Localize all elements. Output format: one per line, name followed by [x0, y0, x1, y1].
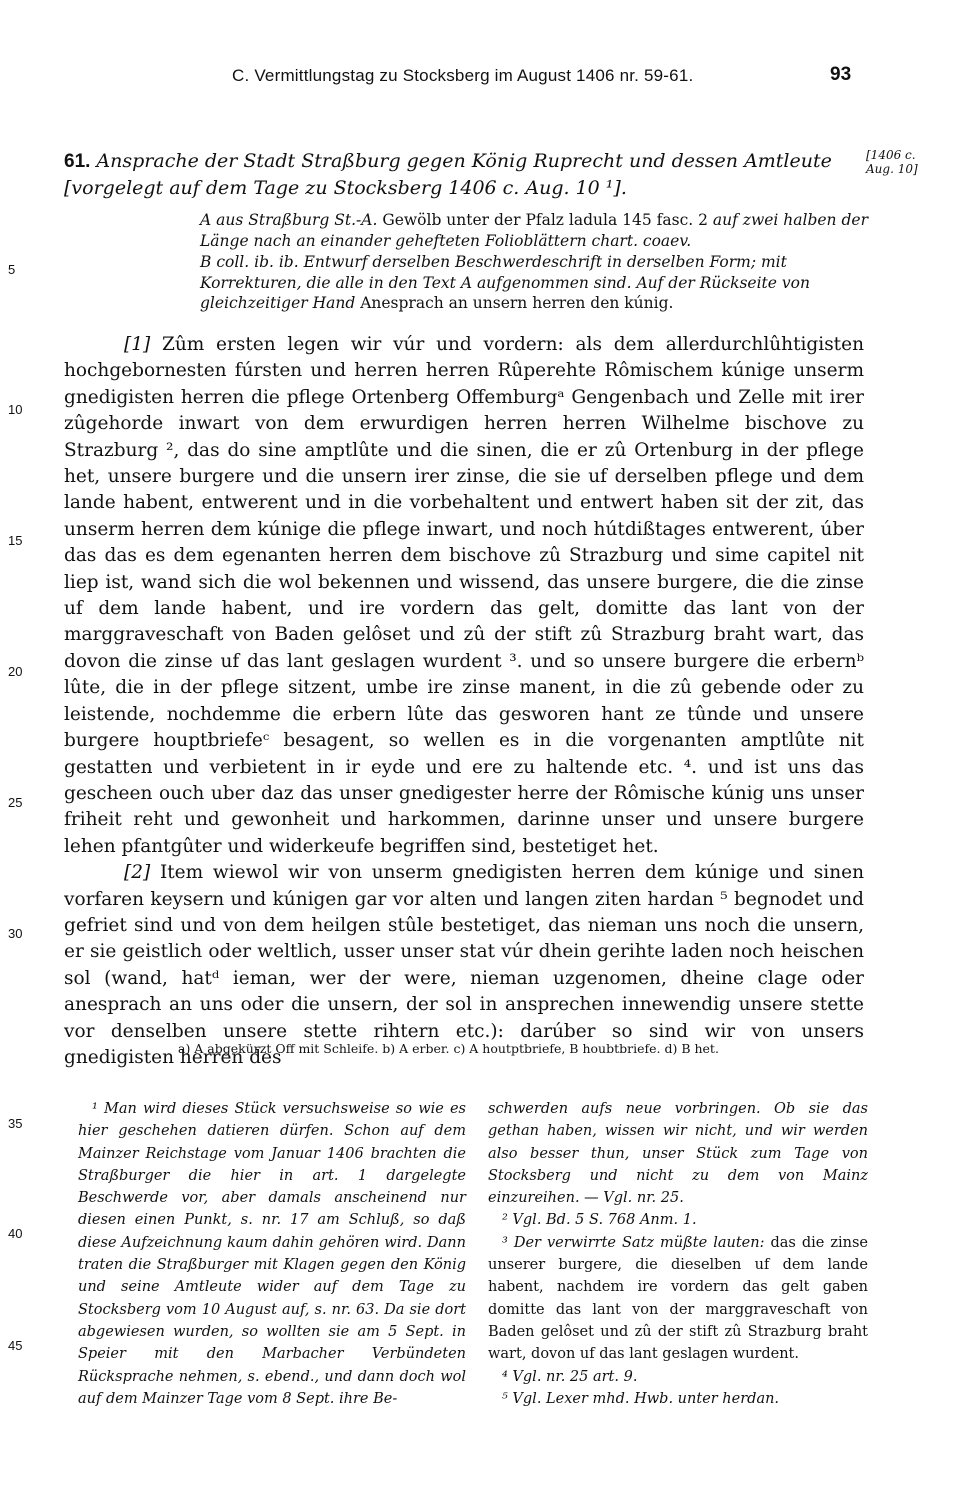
line-number: 10	[8, 402, 23, 417]
main-text	[64, 332, 864, 1071]
footnote-1: ¹ Man wird dieses Stück versuchsweise so wie es hier geschehen datieren dürfen. Schon auf dem Mainzer Reichstage vom Januar 1406 brachten die Straßburger die hier in art. 1 dargelegte Beschwerde vor, aber damals anscheinend nur diesen einen Punkt, s. nr. 17 am Schluß, so daß diese Aufzeichnung kaum dahin gehören wird. Dann traten die Straßburger mit Klagen gegen den König und seine Amtleute wider auf dem Tage zu Stocksberg vom 10 August auf, s. nr. 63. Da sie dort abgewiesen wurden, so wollten sie am 5 Sept. in Speier mit den Marbacher Verbündeten Rücksprache nehmen, s. ebend., und dann doch wol auf dem Mainzer Tage vom 8 Sept. ihre Be-	[78, 1101, 466, 1407]
line-number: 5	[8, 262, 16, 277]
footnote-1-continued: schwerden aufs neue vorbringen. Ob sie das gethan haben, wissen wir nicht, und wir werden also besser thun, unser Stück zum Tage von Stocksberg und nicht zu dem von Mainz einzureihen. — Vgl. nr. 25.	[488, 1101, 868, 1207]
document-heading	[64, 148, 854, 201]
line-number: 30	[8, 926, 23, 941]
footnotes-left-column	[78, 1098, 466, 1410]
footnote-3-text: das die zinse unserer burgere, die dieselben uf dem lande habent, nachdem ire vordern das gelt gaben domitte das lant von der marggraveschaft von Baden gelôset und zû der stift zû Strazburg braht wart, dovon uf das lant geslagen wurdent.	[488, 1234, 869, 1363]
footnote-2: ² Vgl. Bd. 5 S. 768 Anm. 1.	[502, 1212, 697, 1229]
line-number: 20	[8, 664, 23, 679]
document-title: Ansprache der Stadt Straßburg gegen König Ruprecht und dessen Amtleute [vorgelegt auf dem Tage zu Stocksberg 1406 c. Aug. 10 ¹].	[64, 150, 832, 199]
margin-date: [1406 c. Aug. 10]	[866, 148, 918, 176]
paragraph-marker: [2]	[124, 862, 151, 884]
running-header	[0, 66, 960, 94]
source-archive: Gewölb unter der Pfalz ladula 145 fasc. 2	[382, 211, 708, 229]
source-siglum: B	[200, 253, 212, 271]
line-number: 25	[8, 795, 23, 810]
paragraph-text: Zûm ersten legen wir vúr und vordern: als dem allerdurchlûhtigisten hochgebornesten fúrsten und herren herren Rûperehte Rômischem kúnige unserm gnedigisten herren die pflege Ortenberg Offemburgᵃ Gengenbach und Zelle mit irer zûgehorde inwart von dem erwurdigen herren herren Wilhelme bischove zu Strazburg ², das do sine amptlûte und die sinen, die er zû Ortenburg in der pflege het, unsere burgere und die unsern irer zinse, die sie uf derselben pflege und dem lande habent, entwerent und in die vorbehaltent und entwert haben sit der zit, das unserm herren dem kúnige die pflege inwart, und noch hútdißtages entwerent, úber das das es dem egenanten herren dem bischove zû Strazburg und sime capitel nit liep ist, wand sich die wol bekennen und wissend, das unsere burgere, die die zinse uf dem lande habent, und ire vordern das gelt, domitte das lant von der marggraveschaft von Baden gelôset und zû der stift zû Strazburg braht wart, das dovon die zinse uf das lant geslagen wurdent ³. und so unsere burgere die erbernᵇ lûte, die in der pflege sitzent, umbe ire zinse manent, in die zû gebende oder zu leistende, nochdemme die erbern lûte das gesworen hant ze tûnde und unsere burgere houptbriefeᶜ besagent, so wellen es in die vorgenanten amptlûte nit gestatten und verbietent in ir eyde und ere zu haltende etc. ⁴. und ist uns das gescheen ouch uber daz das unser gnedigester herre der Rômische kúnig uns unser friheit reht und gewonheit und harkommen, darinne unser und unsere burgere lehen pfantgûter und widerkeufe begriffen sind, bestetiget het.	[64, 334, 864, 857]
footnote-3	[488, 1232, 868, 1366]
line-numbers	[8, 0, 38, 1498]
source-location: aus Straßburg St.-A.	[216, 211, 378, 229]
page-number: 93	[830, 64, 852, 85]
paragraph-1	[64, 332, 864, 860]
footnote-4: ⁴ Vgl. nr. 25 art. 9.	[502, 1368, 638, 1385]
source-format: auf zwei halben der Länge nach an einander gehefteten Folioblättern chart. coaev.	[200, 211, 868, 250]
footnote-3-lead: ³ Der verwirrte Satz müßte lauten:	[502, 1234, 765, 1251]
line-number: 35	[8, 1116, 23, 1131]
footnotes-right-column	[488, 1098, 868, 1410]
line-number: 45	[8, 1338, 23, 1353]
document-number: 61.	[64, 151, 91, 172]
footnote-5: ⁵ Vgl. Lexer mhd. Hwb. unter herdan.	[502, 1390, 780, 1407]
paragraph-marker: [1]	[124, 334, 151, 355]
paragraph-text: Item wiewol wir von unserm gnedigisten herren dem kúnige und sinen vorfaren keysern und kúnigen gar vor alten und langen ziten hardan ⁵ begnodet und gefriet sind und von dem heilgen stûle bestetiget, das nieman uns noch die unsern, er sie geistlich oder weltlich, usser unser stat vúr dhein gerihte laden noch heischen sol (wand, hatᵈ ieman, wer der were, nieman uzgenomen, dheine clage oder anesprach an uns oder die unsern, der sol in ansprechen innewendig unsere stette vor denselben unsere stette rihtern etc.): darúber so sind wir von unsers gnedigisten herren des	[64, 862, 864, 1068]
text-variants: a) A abgekürzt Off mit Schleife. b) A erber. c) A houtptbriefe, B houbtbriefe. d) B het.	[178, 1041, 719, 1056]
line-number: 40	[8, 1226, 23, 1241]
source-siglum: A	[200, 211, 212, 229]
running-title: C. Vermittlungstag zu Stocksberg im August 1406 nr. 59-61.	[232, 66, 694, 85]
source-b	[200, 252, 880, 314]
source-description	[200, 210, 880, 315]
source-endorsement: Anesprach an unsern herren den kúnig.	[360, 294, 674, 312]
source-a	[200, 210, 880, 251]
source-note: coll. ib. ib. Entwurf derselben Beschwerdeschrift in derselben Form; mit Korrekturen, die alle in den Text A aufgenommen sind. Auf der Rückseite von gleichzeitiger Hand	[200, 253, 810, 312]
line-number: 15	[8, 533, 23, 548]
